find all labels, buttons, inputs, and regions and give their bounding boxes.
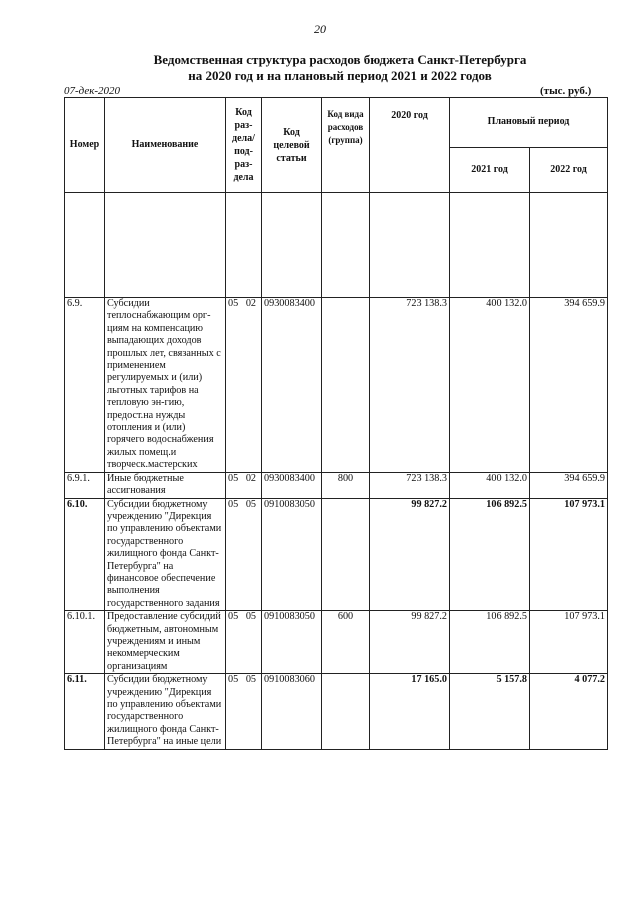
row-target-code: 0910083050 [262,498,322,611]
col-header-2020: 2020 год [370,98,450,193]
title-line-1: Ведомственная структура расходов бюджета Санкт-Петербурга [153,52,527,67]
table-row [65,498,608,611]
row-value-2021: 400 132.0 [450,472,530,498]
blank-row [65,193,608,298]
col-header-name: Наименование [105,98,226,193]
col-header-2022: 2022 год [530,148,608,193]
row-section-code: 05 05 [226,674,262,749]
row-target-code: 0910083060 [262,674,322,749]
row-value-2020: 99 827.2 [370,611,450,674]
row-section-code: 05 02 [226,298,262,473]
table-row [65,611,608,674]
row-value-2020: 723 138.3 [370,472,450,498]
row-name: Субсидии теплоснабжающим орг-циям на компенсацию выпадающих доходов прошлых лет, связанных с применением регулируемых и (или) льготных тарифов на тепловую эн-гию, предост.на нужды отопления и (или) горячего водоснабжения жилых помещ.и творческ.мастерских [105,298,226,473]
row-value-2021: 106 892.5 [450,611,530,674]
row-name: Иные бюджетные ассигнования [105,472,226,498]
row-expense-type [322,498,370,611]
row-value-2020: 17 165.0 [370,674,450,749]
row-target-code: 0930083400 [262,298,322,473]
row-section-code: 05 05 [226,611,262,674]
document-title [60,52,620,84]
row-value-2021: 5 157.8 [450,674,530,749]
table-header-row [65,98,608,148]
row-section-code: 05 05 [226,498,262,611]
report-date: 07-дек-2020 [64,85,121,97]
units-label: (тыс. руб.) [540,85,592,97]
row-value-2022: 394 659.9 [530,472,608,498]
row-expense-type: 800 [322,472,370,498]
row-name: Предоставление субсидий бюджетным, автономным учреждениям и иным некоммерческим организациям [105,611,226,674]
col-header-expense-type: Код вида расходов (группа) [322,98,370,193]
table-row [65,298,608,473]
row-number: 6.10. [65,498,105,611]
table-row [65,674,608,749]
row-value-2020: 723 138.3 [370,298,450,473]
col-header-plan-period: Плановый период [450,98,608,148]
title-line-2: на 2020 год и на плановый период 2021 и 2022 годов [188,68,492,83]
budget-table [64,97,608,750]
col-header-number: Номер [65,98,105,193]
row-value-2021: 106 892.5 [450,498,530,611]
row-value-2022: 107 973.1 [530,498,608,611]
row-number: 6.9.1. [65,472,105,498]
row-section-code: 05 02 [226,472,262,498]
row-value-2022: 107 973.1 [530,611,608,674]
row-name: Субсидии бюджетному учреждению "Дирекция по управлению объектами государственного жилищного фонда Санкт-Петербурга" на иные цели [105,674,226,749]
table-row [65,472,608,498]
row-expense-type [322,674,370,749]
row-value-2021: 400 132.0 [450,298,530,473]
row-target-code: 0930083400 [262,472,322,498]
row-number: 6.10.1. [65,611,105,674]
row-value-2022: 394 659.9 [530,298,608,473]
page-number: 20 [314,22,326,36]
col-header-2021: 2021 год [450,148,530,193]
row-value-2020: 99 827.2 [370,498,450,611]
row-number: 6.11. [65,674,105,749]
row-value-2022: 4 077.2 [530,674,608,749]
row-name: Субсидии бюджетному учреждению "Дирекция по управлению объектами государственного жилищного фонда Санкт-Петербурга" на финансовое обеспечение выполнения государственного задания [105,498,226,611]
row-expense-type [322,298,370,473]
col-header-section: Код раз-дела/ под-раз-дела [226,98,262,193]
row-target-code: 0910083050 [262,611,322,674]
row-expense-type: 600 [322,611,370,674]
row-number: 6.9. [65,298,105,473]
col-header-target: Код целевой статьи [262,98,322,193]
